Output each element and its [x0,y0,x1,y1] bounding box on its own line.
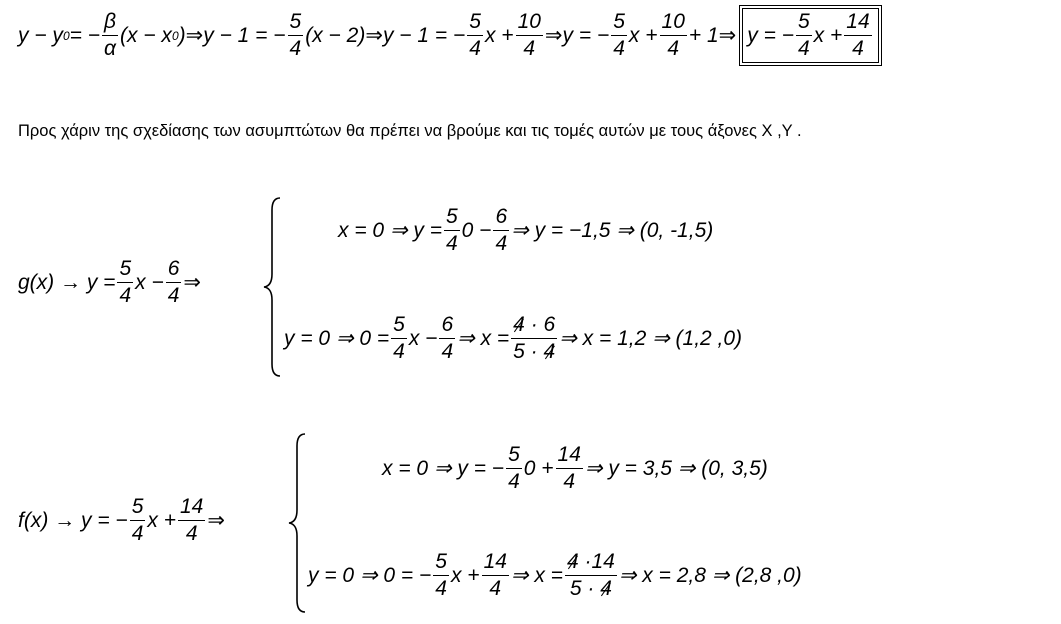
equation-line-1 [18,8,879,63]
fraction-denominator: 4 [523,37,536,61]
fraction-10-4 [660,11,687,60]
boxed-result [742,8,878,63]
fraction-numerator: 5 [797,10,810,33]
fraction-5-4 [433,551,449,600]
fraction-bar [444,230,460,231]
fraction-5-4 [288,11,304,60]
implies-arrow: ⇒ [185,24,204,48]
fraction-denominator [568,578,614,600]
fraction-5-4 [444,206,460,255]
fraction-bar [506,468,522,469]
eq1-x-plus: x + [628,24,658,48]
fraction-5-4 [391,314,407,363]
eq1-step3: y − 1 = − [382,24,466,48]
fraction-denominator: 4 [508,470,520,494]
fraction-numerator: 10 [517,10,541,33]
f-head-text: f(x) → y = − [18,509,128,533]
eq1-x-minus-2: (x − 2) [305,24,366,48]
num-rest: · 6 [524,313,556,336]
fraction-denominator: 4 [445,232,458,256]
fraction-bar [178,520,205,521]
fraction-bar [482,575,509,576]
fraction-bar [493,230,509,231]
g-row2-c: ⇒ x = [457,327,510,351]
fraction-5-4 [130,496,146,545]
g-row-1 [338,206,713,255]
fraction-denominator: 4 [797,37,810,61]
f-row2-a: y = 0 ⇒ 0 = − [308,564,432,588]
fraction-denominator: 4 [667,37,680,61]
f-row-2 [308,551,802,600]
fraction-6-4 [493,206,509,255]
cancelled-4: 4 [600,577,612,601]
fraction-cancel-414-54 [565,551,617,600]
fraction-numerator: 5 [393,313,405,336]
fraction-numerator: β [104,10,116,33]
implies-arrow: ⇒ [183,271,202,295]
fraction-numerator: 14 [557,443,581,466]
fraction-denominator: 4 [393,340,405,364]
fraction-bar [391,338,407,339]
f-row1-a: x = 0 ⇒ y = − [382,457,505,481]
fraction-5-4 [506,444,522,493]
eq1-lhs: y − y [18,24,63,48]
fraction-6-4 [439,314,455,363]
fraction-denominator: 4 [469,37,481,61]
fraction-denominator: 4 [495,232,508,256]
fraction-denominator: 4 [119,284,132,308]
fraction-bar [565,575,617,576]
fraction-14-4 [556,444,583,493]
fraction-numerator: 5 [469,10,481,33]
f-row2-b: x + [450,564,480,588]
fraction-denominator: 4 [435,577,447,601]
fraction-denominator: 4 [289,37,302,61]
fraction-5-4 [796,11,812,60]
implies-arrow: ⇒ [718,24,737,48]
eq1-x-minus-x0: (x − x [120,24,172,48]
fraction-14-4 [178,496,205,545]
fraction-denominator: 4 [185,522,198,546]
fraction-bar [660,35,687,36]
f-row2-d: ⇒ x = 2,8 ⇒ (2,8 ,0) [618,564,802,588]
fraction-bar [130,520,146,521]
fraction-bar [288,35,304,36]
fraction-bar [467,35,483,36]
g-left-brace [262,196,284,378]
fraction-denominator: α [104,37,116,61]
f-row2-c: ⇒ x = [510,564,563,588]
f-row1-c: ⇒ y = 3,5 ⇒ (0, 3,5) [584,457,768,481]
fraction-numerator: 10 [661,10,685,33]
f-head [18,496,225,545]
fraction-bar [516,35,543,36]
fraction-bar [611,35,627,36]
f-x-plus: x + [147,509,176,533]
g-row2-a: y = 0 ⇒ 0 = [284,327,390,351]
fraction-denominator: 4 [563,470,576,494]
fraction-14-4 [482,551,509,600]
fraction-numerator: 5 [613,10,625,33]
fraction-14-4 [844,11,871,60]
g-row2-d: ⇒ x = 1,2 ⇒ (1,2 ,0) [559,327,743,351]
g-row1-a: x = 0 ⇒ y = [338,219,442,243]
g-head [18,258,201,307]
fraction-10-4 [516,11,543,60]
cancelled-4: 4 [543,340,556,364]
result-x-plus: x + [813,24,843,48]
g-row1-b: 0 − [461,219,492,243]
fraction-denominator: 4 [613,37,625,61]
fraction-denominator: 4 [167,284,180,308]
eq1-step2: y − 1 = − [203,24,286,48]
fraction-denominator [511,341,557,363]
fraction-numerator: 6 [495,205,508,228]
eq1-plus-1: + 1 [688,24,719,48]
fraction-6-4 [166,258,182,307]
subscript-0: 0 [62,28,70,43]
fraction-numerator: 5 [435,550,447,573]
f-row1-b: 0 + [523,457,554,481]
g-head-text: g(x) → y = [18,271,116,295]
fraction-bar [117,282,133,283]
fraction-5-4 [467,11,483,60]
fraction-denominator: 4 [131,522,144,546]
eq1-x-plus: x + [484,24,514,48]
fraction-numerator: 5 [119,257,132,280]
implies-arrow: ⇒ [207,509,225,533]
fraction-numerator: 14 [179,495,204,518]
fraction-numerator: 14 [483,550,507,573]
eq1-step4: y = − [562,24,610,48]
g-row2-b: x − [408,327,438,351]
eq1-close-paren: ) [178,24,186,48]
den-rest: 5 · [513,340,544,364]
fraction-numerator: 6 [167,257,180,280]
fraction-bar [556,468,583,469]
fraction-bar [439,338,455,339]
implies-arrow: ⇒ [365,24,383,48]
subscript-0b: 0 [171,28,179,43]
fraction-5-4 [117,258,133,307]
fraction-numerator: 5 [508,443,520,466]
fraction-bar [844,35,871,36]
fraction-numerator: 14 [846,10,870,33]
result-y-minus: y = − [747,24,794,48]
fraction-bar [102,35,118,36]
f-left-brace [287,432,309,614]
fraction-5-4 [611,11,627,60]
fraction-numerator [565,551,617,573]
g-row1-c: ⇒ y = −1,5 ⇒ (0, -1,5) [511,219,714,243]
explanation-paragraph: Προς χάριν της σχεδίασης των ασυμπτώτων θα πρέπει να βρούμε και τις τομές αυτών με τους άξονες X ,Y . [18,122,802,140]
num-rest: ·14 [578,550,615,573]
eq1-equals-minus: = − [69,24,100,48]
fraction-cancel-46-54 [511,314,557,363]
fraction-numerator: 5 [445,205,458,228]
fraction-numerator: 6 [441,313,454,336]
fraction-denominator: 4 [852,37,864,61]
fraction-bar [796,35,812,36]
fraction-bar [166,282,182,283]
den-rest: 5 · [569,577,601,601]
f-row-1 [382,444,768,493]
implies-arrow: ⇒ [544,24,563,48]
cancelled-4: 4 [566,550,579,573]
fraction-bar [511,338,557,339]
fraction-bar [433,575,449,576]
fraction-denominator: 4 [441,340,454,364]
cancelled-4: 4 [513,313,525,336]
fraction-denominator: 4 [489,577,502,601]
fraction-numerator: 5 [289,10,302,33]
g-row-2 [284,314,742,363]
fraction-numerator [511,314,557,336]
g-x-minus: x − [135,271,164,295]
fraction-numerator: 5 [131,495,144,518]
fraction-beta-alpha [102,11,118,60]
